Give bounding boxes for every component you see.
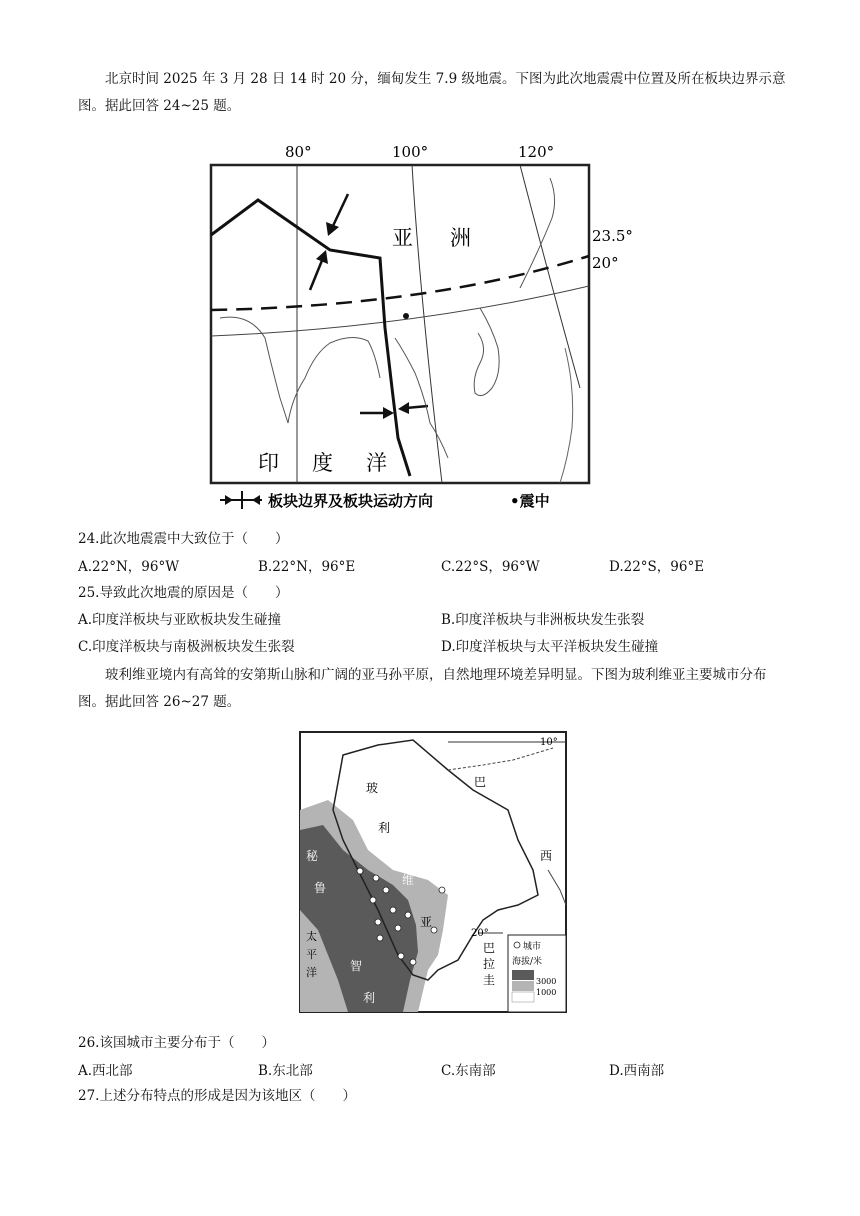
city-marker: [439, 887, 445, 893]
label-peru-2: 鲁: [314, 881, 327, 895]
q24-option-b[interactable]: B.22°N，96°E: [258, 559, 356, 575]
earthquake-map: [180, 138, 633, 516]
label-paraguay-1: 巴: [483, 941, 496, 955]
city-marker: [373, 875, 379, 881]
city-marker: [357, 868, 363, 874]
bolivia-map-figure: [298, 730, 568, 1014]
question-26-stem: 26.该国城市主要分布于（ ）: [78, 1035, 275, 1051]
q25-option-c[interactable]: C.印度洋板块与南极洲板块发生张裂: [78, 639, 295, 655]
q25-option-b[interactable]: B.印度洋板块与非洲板块发生张裂: [441, 612, 645, 628]
intro-paragraph-1: 北京时间 2025 年 3 月 28 日 14 时 20 分，缅甸发生 7.9 级地震。下图为此次地震震中位置及所在板块边界示意图。据此回答 24~25 题。: [78, 71, 786, 114]
legend-epicenter: •震中: [510, 492, 550, 510]
q25-option-a[interactable]: A.印度洋板块与亚欧板块发生碰撞: [78, 612, 282, 628]
earthquake-map-figure: [180, 138, 633, 516]
question-25-stem: 25.导致此次地震的原因是（ ）: [78, 585, 289, 601]
lon-label-120: 120°: [518, 143, 555, 161]
city-marker: [398, 953, 404, 959]
q24-option-d[interactable]: D.22°S，96°E: [609, 559, 705, 575]
q24-option-a[interactable]: A.22°N，96°W: [78, 559, 180, 575]
legend-city-label: 城市: [523, 942, 542, 952]
label-brazil-1: 巴: [474, 775, 487, 789]
legend-plate-boundary: 板块边界及板块运动方向: [268, 492, 434, 510]
label-peru-1: 秘: [306, 849, 319, 863]
legend-1000: 1000: [536, 988, 557, 997]
label-bolivia-4: 亚: [420, 915, 433, 929]
city-marker: [405, 912, 411, 918]
label-pacific-1: 太: [306, 930, 317, 943]
label-paraguay-3: 圭: [483, 973, 496, 987]
q25-option-d[interactable]: D.印度洋板块与太平洋板块发生碰撞: [441, 639, 659, 655]
label-bolivia-1: 玻: [366, 781, 379, 795]
label-asia: 亚 洲: [392, 226, 479, 250]
label-bolivia-3: 维: [402, 873, 415, 887]
label-bolivia-2: 利: [378, 821, 391, 835]
lon-label-80: 80°: [285, 143, 312, 161]
q26-option-b[interactable]: B.东北部: [258, 1063, 313, 1079]
label-paraguay-2: 拉: [483, 957, 496, 971]
epicenter-dot: [403, 313, 409, 319]
lon-label-100: 100°: [392, 143, 429, 161]
city-marker: [370, 897, 376, 903]
lat-label-10: 10°: [540, 737, 558, 748]
q26-option-d[interactable]: D.西南部: [609, 1063, 665, 1079]
question-27-stem: 27.上述分布特点的形成是因为该地区（ ）: [78, 1088, 356, 1104]
city-marker: [375, 919, 381, 925]
city-marker: [383, 887, 389, 893]
question-24-stem: 24.此次地震震中大致位于（ ）: [78, 531, 289, 547]
city-marker: [377, 935, 383, 941]
label-brazil-2: 西: [540, 849, 553, 863]
label-chile-2: 利: [363, 991, 376, 1005]
lat-label-20: 20°: [592, 254, 619, 272]
lat-label-20: 20°: [471, 928, 489, 939]
lat-label-23-5: 23.5°: [592, 227, 633, 245]
legend-3000: 3000: [536, 977, 557, 986]
intro-paragraph-2: 玻利维亚境内有高耸的安第斯山脉和广阔的亚马孙平原，自然地理环境差异明显。下图为玻利维亚主要城市分布图。据此回答 26~27 题。: [78, 667, 767, 710]
legend-elevation-title: 海拔/米: [512, 957, 543, 967]
label-indian-ocean: 印 度 洋: [258, 451, 393, 475]
q26-option-a[interactable]: A.西北部: [78, 1063, 133, 1079]
city-marker: [390, 907, 396, 913]
bolivia-map: [298, 730, 568, 1014]
legend-city-icon: [514, 942, 520, 948]
q26-option-c[interactable]: C.东南部: [441, 1063, 496, 1079]
label-chile-1: 智: [350, 959, 363, 973]
label-pacific-3: 洋: [306, 966, 317, 979]
label-pacific-2: 平: [306, 948, 317, 961]
city-marker: [410, 959, 416, 965]
city-marker: [395, 925, 401, 931]
q24-option-c[interactable]: C.22°S，96°W: [441, 559, 540, 575]
